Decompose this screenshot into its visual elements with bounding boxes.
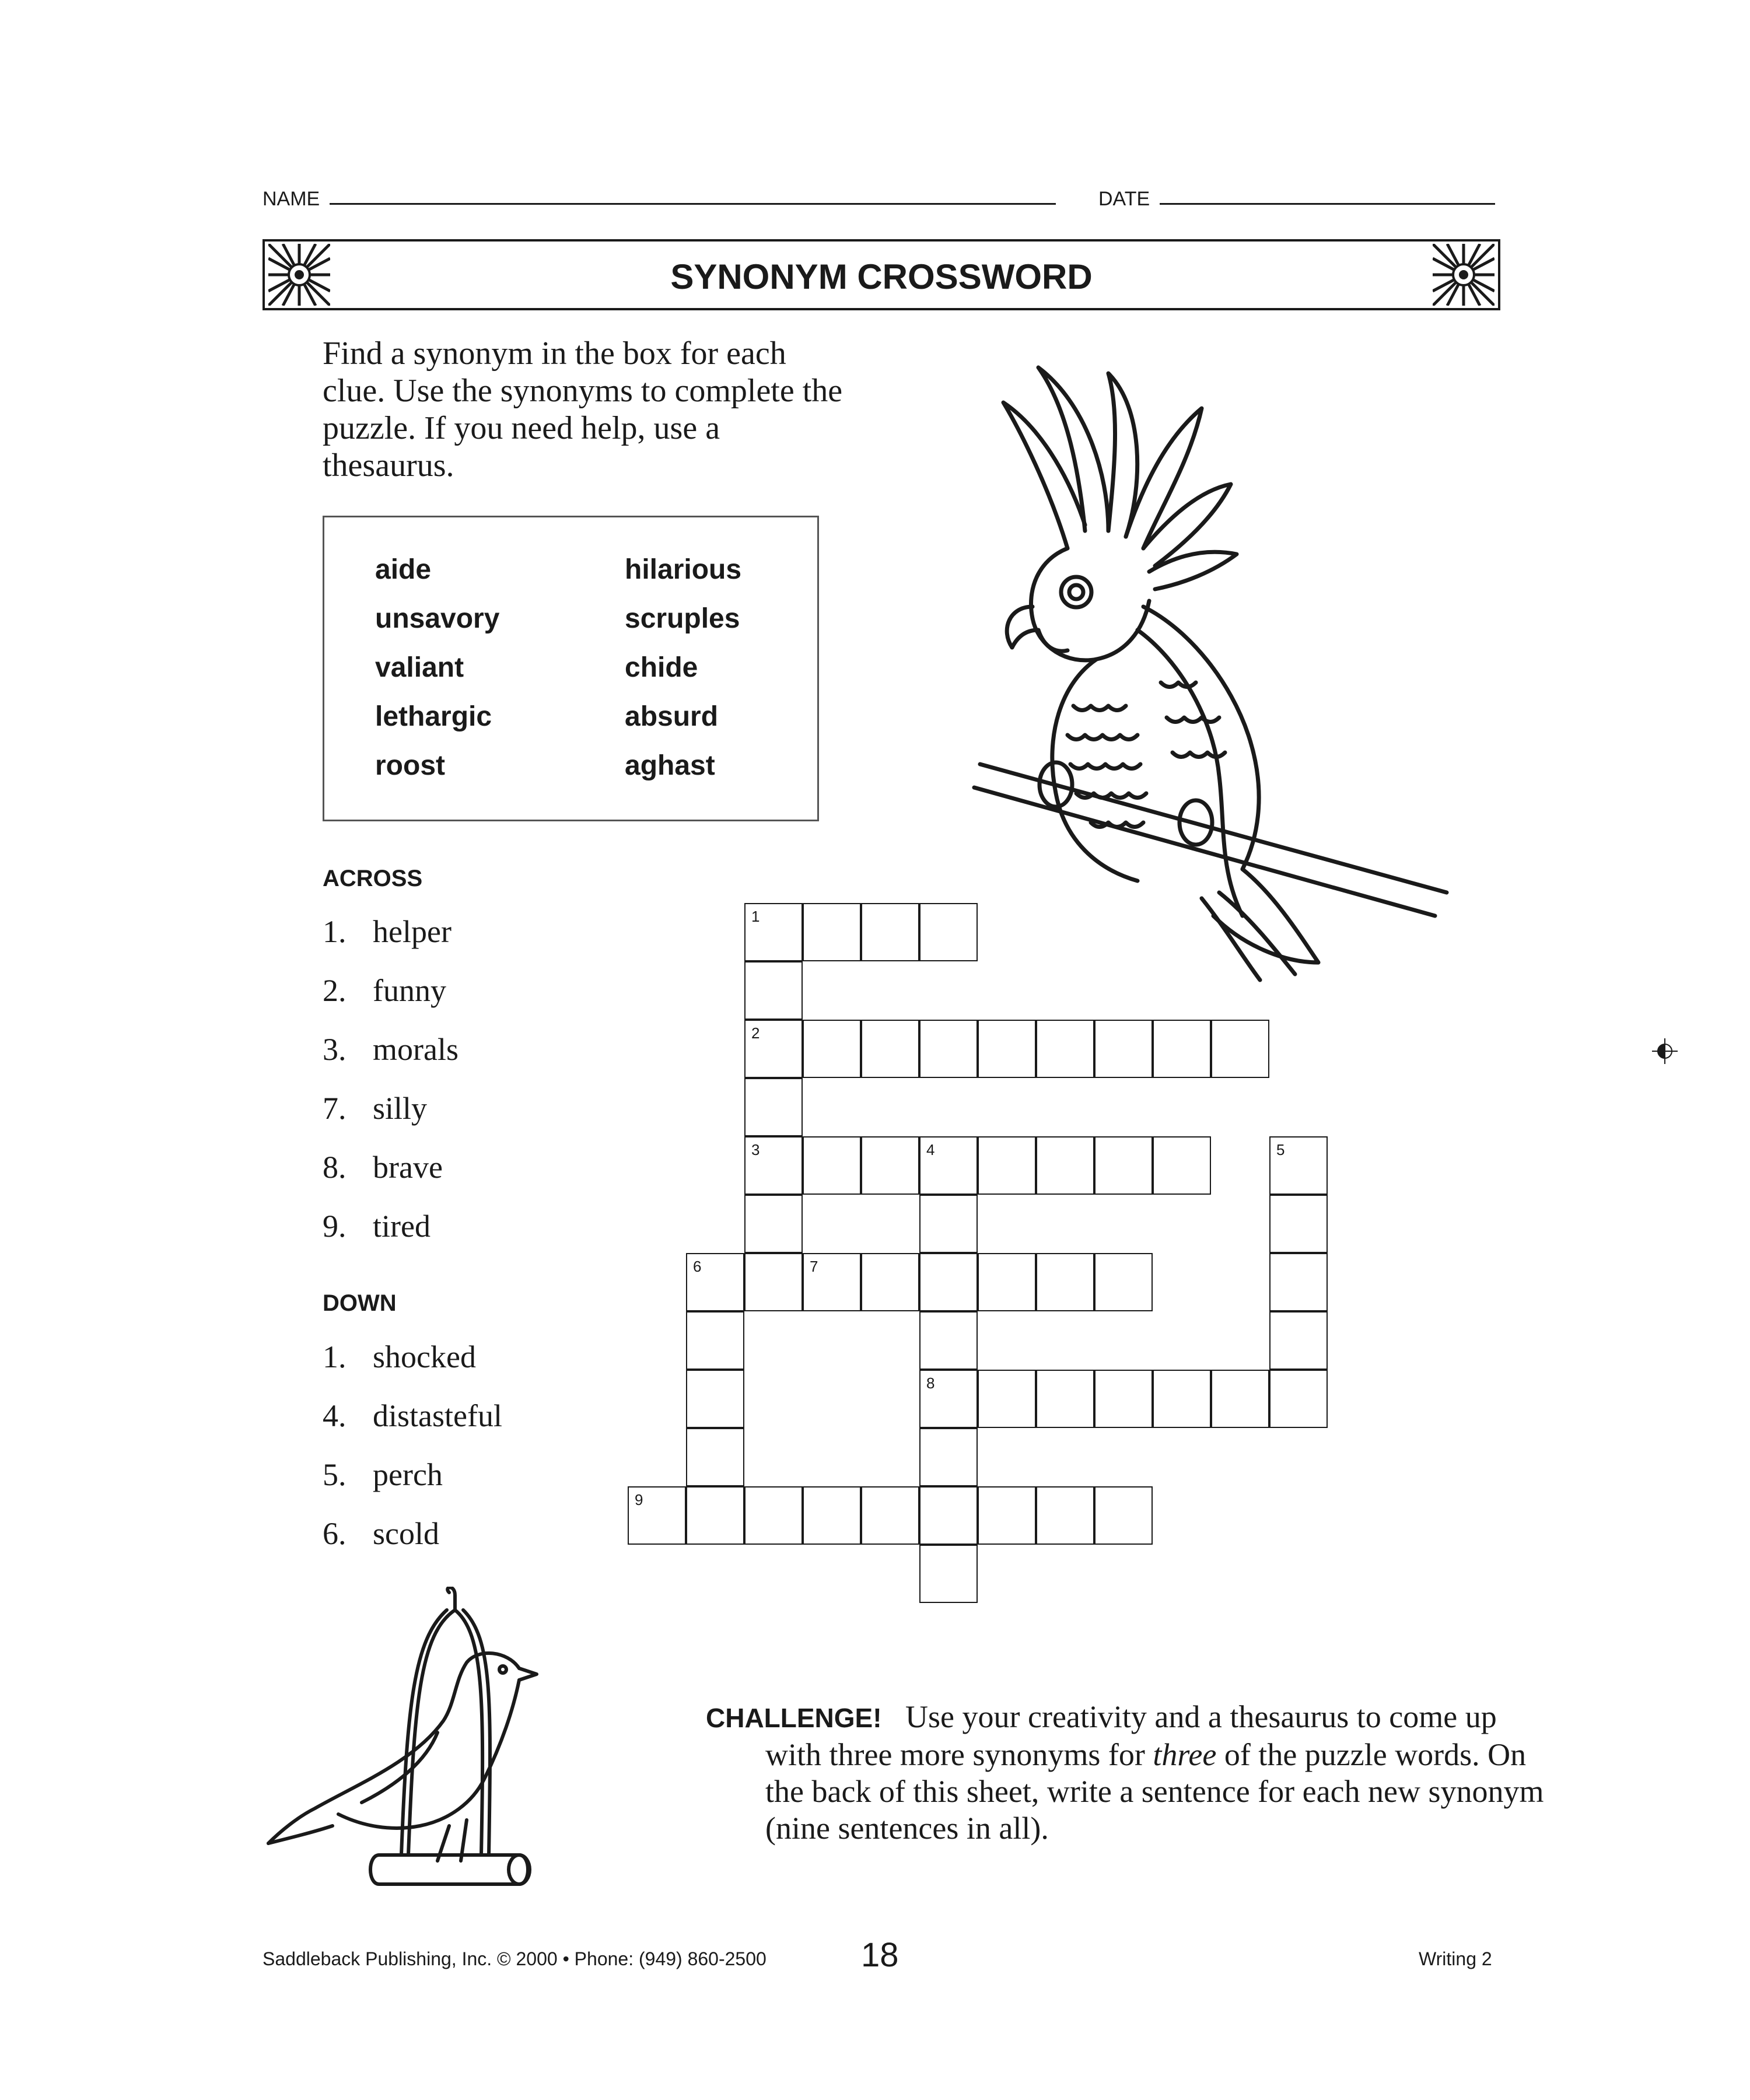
footer-series: Writing 2 <box>1419 1948 1492 1969</box>
cockatoo-illustration <box>968 356 1458 992</box>
down-heading: DOWN <box>323 1290 397 1316</box>
crossword-cell[interactable] <box>1094 1136 1153 1195</box>
starburst-right-icon <box>1433 244 1494 306</box>
crossword-cell[interactable] <box>861 1253 919 1311</box>
crossword-cell[interactable] <box>1036 1136 1094 1195</box>
word-box-item: scruples <box>625 603 740 634</box>
word-box <box>323 516 819 821</box>
crossword-cell-number: 6 <box>693 1258 702 1275</box>
crossword-cell-number: 8 <box>926 1374 935 1392</box>
crossword-cell-number: 1 <box>751 908 760 925</box>
crossword-cell[interactable] <box>1094 1486 1153 1545</box>
page-title: SYNONYM CROSSWORD <box>670 257 1093 296</box>
across-clue: 9. tired <box>323 1209 430 1244</box>
crossword-cell[interactable] <box>919 1253 978 1311</box>
crossword-cell[interactable] <box>744 961 803 1020</box>
crossword-cell[interactable] <box>1211 1020 1269 1078</box>
crossword-cell[interactable] <box>686 1370 744 1428</box>
instructions: Find a synonym in the box for each clue. Use the synonyms to complete the puzzle. If you need help, use a thesaurus. <box>323 335 843 484</box>
word-box-item: chide <box>625 652 698 683</box>
footer-publisher: Saddleback Publishing, Inc. © 2000 • Phone: (949) 860-2500 <box>262 1948 766 1969</box>
crossword-cell[interactable] <box>861 903 919 961</box>
crossword-cell[interactable] <box>919 1020 978 1078</box>
crossword-cell[interactable] <box>978 1020 1036 1078</box>
page-number: 18 <box>861 1936 899 1974</box>
word-box-item: aghast <box>625 750 715 781</box>
word-box-item: lethargic <box>375 701 492 732</box>
crossword-cell[interactable] <box>978 1253 1036 1311</box>
crossword-cell[interactable] <box>1269 1195 1328 1253</box>
crossword-cell[interactable] <box>861 1020 919 1078</box>
crossword-cell[interactable] <box>803 1020 861 1078</box>
crossword-cell[interactable] <box>1153 1136 1211 1195</box>
crossword-cell[interactable] <box>1153 1370 1211 1428</box>
crossword-cell-number: 9 <box>635 1491 643 1508</box>
crossword-cell[interactable] <box>1153 1020 1211 1078</box>
across-clue: 2. funny <box>323 973 446 1008</box>
crossword-cell[interactable] <box>919 1311 978 1370</box>
crossword-cell-number: 3 <box>751 1141 760 1158</box>
word-box-item: absurd <box>625 701 719 732</box>
crossword-cell[interactable] <box>978 1370 1036 1428</box>
crossword-cell[interactable] <box>1094 1370 1153 1428</box>
crossword-cell[interactable] <box>919 1486 978 1545</box>
crossword-cell[interactable] <box>1269 1370 1328 1428</box>
crossword-cell-number: 4 <box>926 1141 935 1158</box>
title-bar <box>262 239 1500 310</box>
crossword-cell[interactable] <box>744 1253 803 1311</box>
crossword-cell[interactable] <box>686 1428 744 1486</box>
crossword-cell[interactable] <box>978 1486 1036 1545</box>
date-label: DATE <box>1098 188 1150 210</box>
crossword-cell[interactable] <box>861 1486 919 1545</box>
down-clue: 5. perch <box>323 1457 443 1492</box>
crossword-cell[interactable] <box>803 1136 861 1195</box>
down-clue: 6. scold <box>323 1516 439 1551</box>
crossword-cell[interactable] <box>1094 1020 1153 1078</box>
registration-mark-icon <box>1652 1038 1678 1064</box>
crossword-cell[interactable] <box>803 1486 861 1545</box>
name-label: NAME <box>262 188 320 210</box>
crossword-cell[interactable] <box>919 1195 978 1253</box>
crossword-cell[interactable] <box>1036 1020 1094 1078</box>
bird-swing-illustration <box>262 1587 589 1902</box>
crossword-cell[interactable] <box>1211 1370 1269 1428</box>
crossword-cell[interactable] <box>744 1486 803 1545</box>
word-box-item: aide <box>375 554 432 585</box>
crossword-cell[interactable] <box>1036 1253 1094 1311</box>
name-field[interactable] <box>330 203 1056 205</box>
crossword-cell[interactable] <box>803 903 861 961</box>
crossword-cell[interactable] <box>1036 1486 1094 1545</box>
challenge-label: CHALLENGE! <box>706 1703 882 1733</box>
down-clue: 1. shocked <box>323 1339 476 1374</box>
across-clue: 1. helper <box>323 914 452 949</box>
crossword-cell-number: 2 <box>751 1024 760 1042</box>
across-clue: 3. morals <box>323 1032 459 1067</box>
crossword-cell[interactable] <box>1269 1253 1328 1311</box>
crossword-cell[interactable] <box>744 1195 803 1253</box>
down-clue: 4. distasteful <box>323 1398 502 1433</box>
date-field[interactable] <box>1160 203 1495 205</box>
word-box-item: valiant <box>375 652 464 683</box>
crossword-cell[interactable] <box>861 1136 919 1195</box>
crossword-cell[interactable] <box>978 1136 1036 1195</box>
crossword-cell-number: 7 <box>810 1258 818 1275</box>
word-box-item: unsavory <box>375 603 500 634</box>
crossword-cell[interactable] <box>919 1428 978 1486</box>
crossword-cell[interactable] <box>744 1078 803 1136</box>
word-box-item: hilarious <box>625 554 742 585</box>
crossword-cell[interactable] <box>686 1311 744 1370</box>
crossword-cell-number: 5 <box>1276 1141 1285 1158</box>
across-clue: 8. brave <box>323 1150 443 1185</box>
across-heading: ACROSS <box>323 866 423 891</box>
crossword-cell[interactable] <box>1094 1253 1153 1311</box>
word-box-item: roost <box>375 750 445 781</box>
crossword-cell[interactable] <box>919 1545 978 1603</box>
crossword-cell[interactable] <box>1036 1370 1094 1428</box>
crossword-cell[interactable] <box>686 1486 744 1545</box>
across-clue: 7. silly <box>323 1091 428 1126</box>
crossword-cell[interactable] <box>1269 1311 1328 1370</box>
challenge-text: CHALLENGE! Use your creativity and a thesaurus to come up with three more synonyms for three of the puzzle words. On the back of this sheet, write a sentence for each new synonym (nine sentences in all). <box>706 1699 1544 1846</box>
